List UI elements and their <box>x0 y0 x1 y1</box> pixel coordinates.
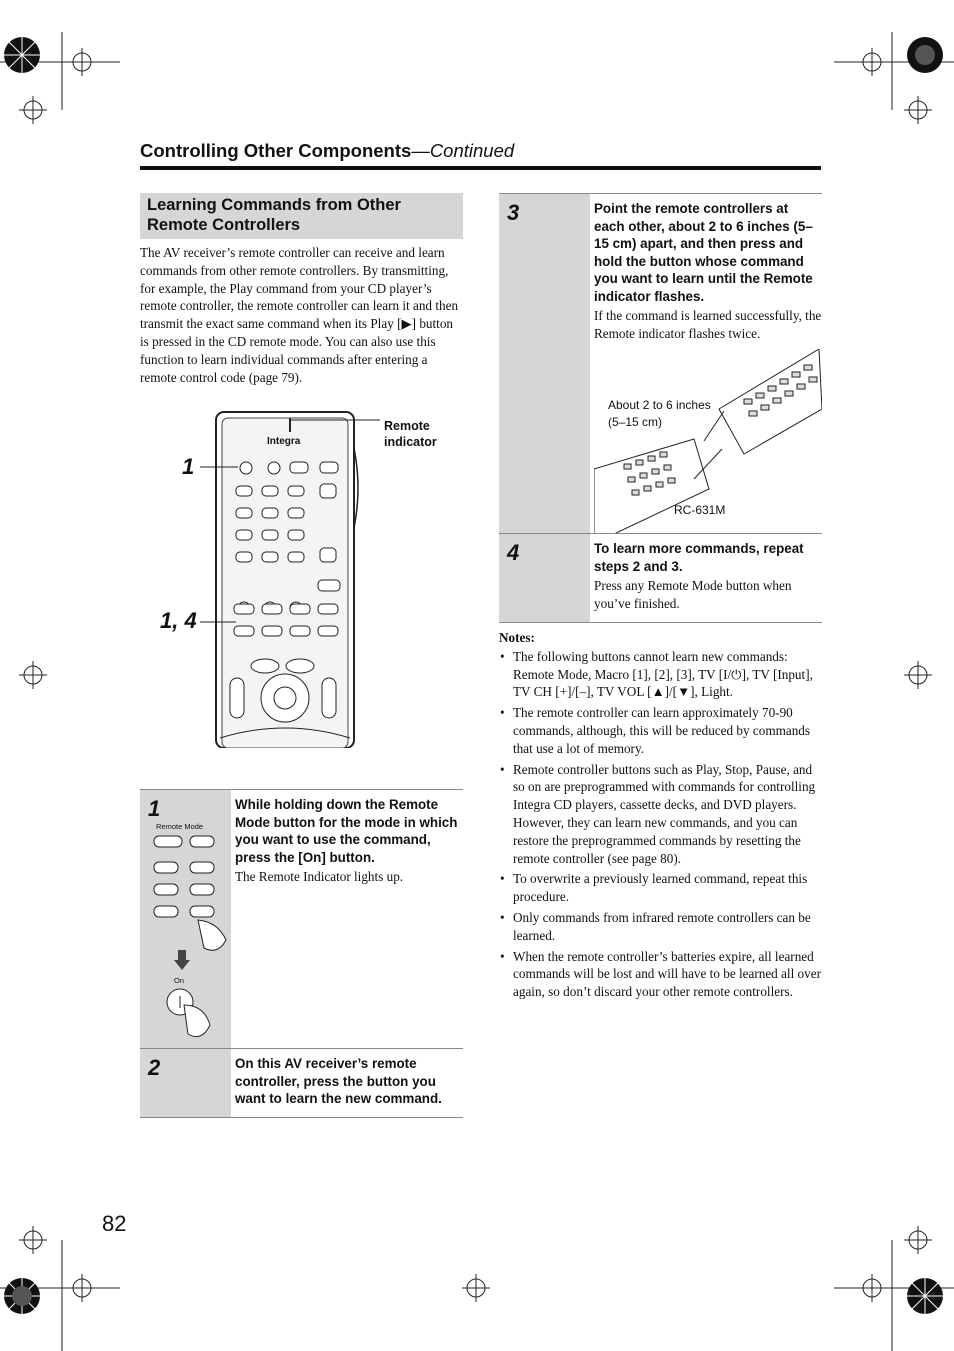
step-4-title: To learn more commands, repeat steps 2 and 3. <box>594 541 804 574</box>
step-3 <box>499 193 822 534</box>
note-item: • To overwrite a previously learned command, repeat this procedure. <box>499 870 822 906</box>
step-4-desc: Press any Remote Mode button when you’ve finished. <box>594 578 792 611</box>
step-4 <box>499 533 822 623</box>
running-head-title: Controlling Other Components <box>140 140 412 161</box>
callout-step-1-4: 1, 4 <box>160 608 197 633</box>
step-1-illustration <box>148 820 228 1045</box>
step-3-desc: If the command is learned successfully, the Remote indicator flashes twice. <box>594 308 822 341</box>
remote-indicator-label: Remote indicator <box>384 419 437 449</box>
step-1-title: While holding down the Remote Mode button for the mode in which you want to use the command, press the [On] button. <box>235 797 458 865</box>
callout-step-1: 1 <box>182 454 195 479</box>
note-item: • The following buttons cannot learn new commands: Remote Mode, Macro [1], [2], [3], TV [I/⏻], TV [Input], TV CH [+]/[–], TV VOL [▲]/[▼], Light. <box>499 648 822 701</box>
intro-paragraph: The AV receiver’s remote controller can receive and learn commands from other remote controllers. By transmitting, for example, the Play command from your CD player’s remote controller, the remote controller can learn it and then transmit the exact same command when its Play [▶] button is pressed in the CD remote mode. You can also use this function to learn individual commands after entering a remote control code (page 79). <box>140 245 459 385</box>
notes-heading: Notes: <box>499 630 535 645</box>
step-3-model-label: RC-631M <box>674 503 726 517</box>
page-number: 82 <box>102 1211 127 1236</box>
running-head-continued: —Continued <box>411 140 515 161</box>
note-item: • Remote controller buttons such as Play, Stop, Pause, and so on are preprogrammed with commands for controlling Integra CD players, cassette decks, and DVD players. However, they can learn new commands, and you can restore the preprogrammed commands by resetting the remote controller (see page 80). <box>499 761 822 868</box>
note-item: • Only commands from infrared remote controllers can be learned. <box>499 909 822 945</box>
step-1-fig-on: On <box>174 976 185 985</box>
step-2-title: On this AV receiver’s remote controller, press the button you want to learn the new command. <box>235 1056 442 1106</box>
notes-list <box>499 648 822 1001</box>
note-item: • When the remote controller’s batteries expire, all learned commands will be lost and will have to be learned all over again, so don’t discard your other remote controllers. <box>499 948 822 1001</box>
brand-label: Integra <box>267 436 301 447</box>
header-rule <box>140 166 821 170</box>
section-heading: Learning Commands from Other Remote Controllers <box>140 193 463 239</box>
step-1 <box>140 789 463 1049</box>
step-number: 3 <box>507 200 520 225</box>
step-2-number-cell <box>140 1049 231 1117</box>
step-number: 1 <box>148 796 161 821</box>
step-number: 4 <box>507 540 520 565</box>
step-1-desc: The Remote Indicator lights up. <box>235 869 404 884</box>
step-1-number-cell <box>140 790 231 1049</box>
running-head <box>140 140 514 162</box>
step-1-fig-remote-mode: Remote Mode <box>156 822 204 831</box>
remote-figure <box>150 408 470 748</box>
step-2 <box>140 1048 463 1118</box>
step-4-number-cell <box>499 534 590 622</box>
notes <box>499 629 822 1004</box>
step-3-number-cell <box>499 194 590 534</box>
step-3-distance-label: About 2 to 6 inches (5–15 cm) <box>608 398 711 429</box>
remote-illustration <box>150 408 470 748</box>
note-item: • The remote controller can learn approximately 70-90 commands, although, this will be reduced by commands that use a lot of memory. <box>499 704 822 757</box>
step-3-title: Point the remote controllers at each other, about 2 to 6 inches (5–15 cm) apart, and then press and hold the button whose command you want to learn until the Remote indicator flashes. <box>594 201 813 304</box>
step-number: 2 <box>148 1055 161 1080</box>
